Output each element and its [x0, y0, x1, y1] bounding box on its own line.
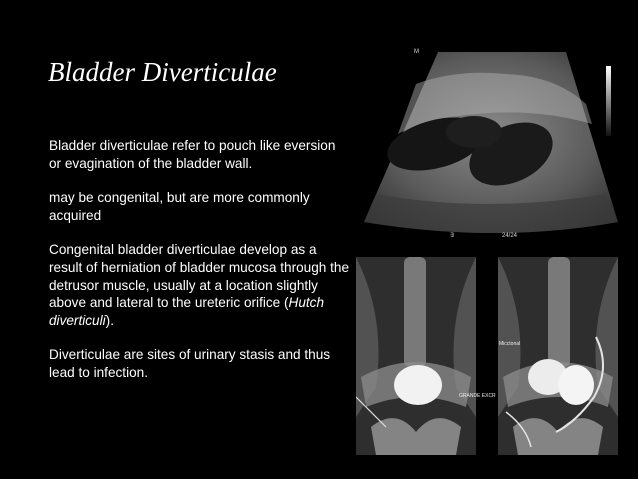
ultrasound-side-label: ∃ [450, 233, 454, 239]
ultrasound-frame-label: 24/24 [502, 233, 518, 239]
xray-label-right: Micctonal [499, 341, 521, 347]
congenital-text-end: ). [105, 312, 114, 328]
ultrasound-marker: M [414, 49, 419, 55]
congenital-text: Congenital bladder diverticulae develop as a result of herniation of bladder mucosa through the detrusor muscle, usually at a location slightly above and lateral to the ureteric orifice ( [49, 242, 350, 311]
paragraph-definition: Bladder diverticulae refer to pouch like eversion or evagination of the bladder wall. [49, 138, 336, 171]
slide-body [49, 137, 349, 399]
xray-label-center: GRANDE EXCR [459, 393, 496, 399]
paragraph-origin: may be congenital, but are more commonly acquired [49, 190, 310, 223]
hutch-term: Hutch diverticuli [49, 295, 325, 328]
paragraph-infection: Diverticulae are sites of urinary stasis and thus lead to infection. [49, 347, 331, 380]
slide-title: Bladder Diverticulae [48, 57, 277, 87]
xray-image [356, 257, 618, 455]
paragraph-congenital [49, 241, 349, 329]
ultrasound-image [356, 44, 622, 244]
